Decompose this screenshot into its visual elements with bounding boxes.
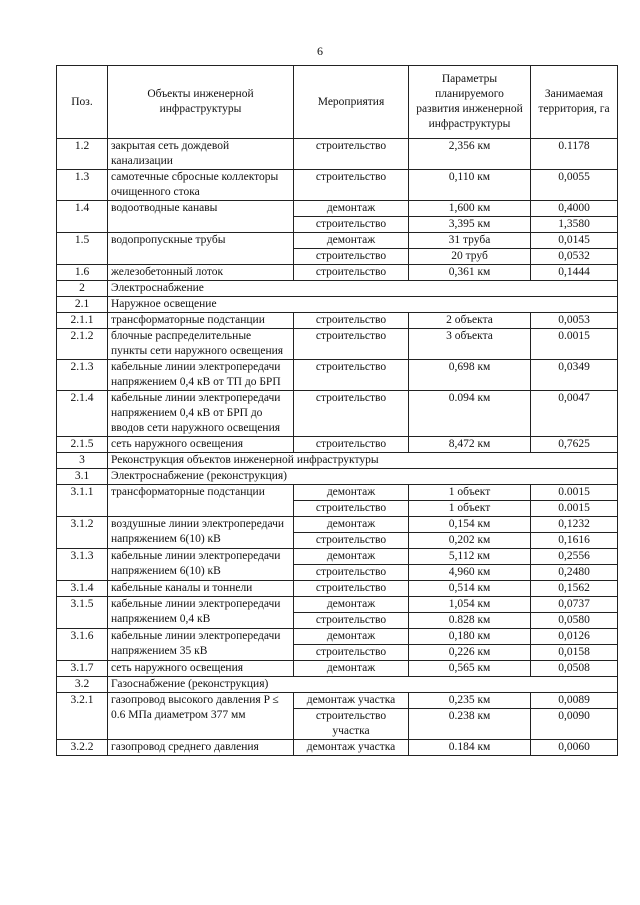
row-position: 1.5 (57, 233, 108, 265)
row-params: 0,110 км (409, 170, 531, 201)
row-params: 31 труба (409, 233, 531, 249)
row-action: строительство (294, 170, 409, 201)
section-row (57, 453, 618, 469)
row-params: 0,154 км (409, 517, 531, 533)
row-action: демонтаж (294, 233, 409, 249)
header-pos: Поз. (57, 66, 108, 139)
row-area: 0,2556 (531, 549, 618, 565)
row-object: кабельные каналы и тоннели (108, 581, 294, 597)
row-object: сеть наружного освещения (108, 661, 294, 677)
row-action: строительство (294, 391, 409, 437)
row-area: 0.1178 (531, 139, 618, 170)
row-area: 0,7625 (531, 437, 618, 453)
table-row (57, 485, 618, 501)
row-area: 0.0015 (531, 329, 618, 360)
row-position: 3.1 (57, 469, 108, 485)
row-params: 0,180 км (409, 629, 531, 645)
row-object: водопропускные трубы (108, 233, 294, 265)
row-position: 3.1.5 (57, 597, 108, 629)
row-area: 0.0015 (531, 485, 618, 501)
row-action: демонтаж (294, 629, 409, 645)
row-action: демонтаж (294, 201, 409, 217)
row-params: 0,565 км (409, 661, 531, 677)
row-action: строительство (294, 329, 409, 360)
section-title: Электроснабжение (реконструкция) (108, 469, 618, 485)
row-action: строительство (294, 501, 409, 517)
row-action: демонтаж (294, 517, 409, 533)
page-number: 6 (317, 44, 323, 58)
row-object: закрытая сеть дождевой канализации (108, 139, 294, 170)
row-params: 0,514 км (409, 581, 531, 597)
row-params: 0.184 км (409, 740, 531, 756)
row-area: 0,0126 (531, 629, 618, 645)
row-area: 0,1444 (531, 265, 618, 281)
row-position: 2.1.1 (57, 313, 108, 329)
row-area: 0,0580 (531, 613, 618, 629)
table-row (57, 597, 618, 613)
section-title: Электроснабжение (108, 281, 618, 297)
row-area: 0,0145 (531, 233, 618, 249)
row-action: демонтаж (294, 661, 409, 677)
row-area: 0,0047 (531, 391, 618, 437)
row-object: водоотводные канавы (108, 201, 294, 233)
row-action: демонтаж участка (294, 740, 409, 756)
header-params: Параметры планируемого развития инженерной инфраструктуры (409, 66, 531, 139)
section-row (57, 677, 618, 693)
row-object: кабельные линии электропередачи напряжением 6(10) кВ (108, 549, 294, 581)
row-area: 0,1616 (531, 533, 618, 549)
table-row (57, 139, 618, 170)
row-params: 20 труб (409, 249, 531, 265)
row-action: строительство (294, 265, 409, 281)
row-params: 0,235 км (409, 693, 531, 709)
row-params: 1 объект (409, 485, 531, 501)
row-position: 3 (57, 453, 108, 469)
row-area: 0,0349 (531, 360, 618, 391)
infrastructure-table (56, 65, 618, 756)
row-action: строительство (294, 533, 409, 549)
row-position: 2 (57, 281, 108, 297)
row-action: строительство (294, 613, 409, 629)
row-params: 0.094 км (409, 391, 531, 437)
row-params: 0.238 км (409, 709, 531, 740)
row-action: строительство (294, 581, 409, 597)
row-params: 1,600 км (409, 201, 531, 217)
row-params: 4,960 км (409, 565, 531, 581)
table-row (57, 313, 618, 329)
row-area: 0,0060 (531, 740, 618, 756)
row-action: строительство участка (294, 709, 409, 740)
row-object: воздушные линии электропередачи напряжением 6(10) кВ (108, 517, 294, 549)
section-title: Газоснабжение (реконструкция) (108, 677, 618, 693)
row-params: 0,361 км (409, 265, 531, 281)
row-action: строительство (294, 249, 409, 265)
row-area: 0,0055 (531, 170, 618, 201)
row-params: 0,202 км (409, 533, 531, 549)
table-row (57, 391, 618, 437)
row-action: строительство (294, 645, 409, 661)
header-object: Объекты инженерной инфраструктуры (108, 66, 294, 139)
row-params: 1,054 км (409, 597, 531, 613)
row-params: 1 объект (409, 501, 531, 517)
row-position: 3.1.7 (57, 661, 108, 677)
table-row (57, 629, 618, 645)
row-params: 5,112 км (409, 549, 531, 565)
row-area: 0,0737 (531, 597, 618, 613)
row-params: 0,698 км (409, 360, 531, 391)
row-action: строительство (294, 360, 409, 391)
table-row (57, 170, 618, 201)
row-params: 3 объекта (409, 329, 531, 360)
row-object: железобетонный лоток (108, 265, 294, 281)
row-object: трансформаторные подстанции (108, 313, 294, 329)
section-row (57, 281, 618, 297)
row-position: 2.1.2 (57, 329, 108, 360)
row-position: 1.4 (57, 201, 108, 233)
row-object: газопровод среднего давления (108, 740, 294, 756)
table-row (57, 201, 618, 217)
row-position: 2.1 (57, 297, 108, 313)
row-object: сеть наружного освещения (108, 437, 294, 453)
table-row (57, 437, 618, 453)
table-row (57, 549, 618, 565)
row-position: 2.1.5 (57, 437, 108, 453)
table-row (57, 740, 618, 756)
row-area: 0,2480 (531, 565, 618, 581)
section-title: Реконструкция объектов инженерной инфраструктуры (108, 453, 618, 469)
section-row (57, 469, 618, 485)
row-action: демонтаж (294, 485, 409, 501)
table-row (57, 329, 618, 360)
row-params: 8,472 км (409, 437, 531, 453)
section-title: Наружное освещение (108, 297, 618, 313)
row-action: демонтаж (294, 549, 409, 565)
row-position: 3.2.1 (57, 693, 108, 740)
row-object: кабельные линии электропередачи напряжением 35 кВ (108, 629, 294, 661)
row-area: 0,4000 (531, 201, 618, 217)
row-action: демонтаж участка (294, 693, 409, 709)
row-action: строительство (294, 565, 409, 581)
row-params: 3,395 км (409, 217, 531, 233)
row-position: 1.6 (57, 265, 108, 281)
row-params: 0,226 км (409, 645, 531, 661)
row-object: трансформаторные подстанции (108, 485, 294, 517)
row-position: 2.1.4 (57, 391, 108, 437)
table-body (57, 139, 618, 756)
row-position: 3.1.3 (57, 549, 108, 581)
row-position: 3.2 (57, 677, 108, 693)
row-position: 3.1.6 (57, 629, 108, 661)
section-row (57, 297, 618, 313)
row-area: 0,0508 (531, 661, 618, 677)
header-action: Мероприятия (294, 66, 409, 139)
row-area: 1,3580 (531, 217, 618, 233)
table-row (57, 360, 618, 391)
row-action: строительство (294, 139, 409, 170)
table-row (57, 265, 618, 281)
row-position: 3.1.1 (57, 485, 108, 517)
table-row (57, 233, 618, 249)
table-row (57, 581, 618, 597)
row-area: 0,0158 (531, 645, 618, 661)
row-area: 0.0015 (531, 501, 618, 517)
row-position: 2.1.3 (57, 360, 108, 391)
row-area: 0,0089 (531, 693, 618, 709)
row-object: кабельные линии электропередачи напряжением 0,4 кВ (108, 597, 294, 629)
row-position: 3.1.4 (57, 581, 108, 597)
row-position: 1.2 (57, 139, 108, 170)
row-area: 0,0053 (531, 313, 618, 329)
row-object: газопровод высокого давления P ≤ 0.6 МПа диаметром 377 мм (108, 693, 294, 740)
row-object: кабельные линии электропередачи напряжением 0,4 кВ от ТП до БРП (108, 360, 294, 391)
table-row (57, 517, 618, 533)
row-position: 3.1.2 (57, 517, 108, 549)
row-object: самотечные сбросные коллекторы очищенного стока (108, 170, 294, 201)
row-position: 3.2.2 (57, 740, 108, 756)
row-params: 0.828 км (409, 613, 531, 629)
row-action: демонтаж (294, 597, 409, 613)
row-area: 0,0090 (531, 709, 618, 740)
row-object: кабельные линии электропередачи напряжением 0,4 кВ от БРП до вводов сети наружного освещения (108, 391, 294, 437)
row-area: 0,1232 (531, 517, 618, 533)
row-object: блочные распределительные пункты сети наружного освещения (108, 329, 294, 360)
row-area: 0,0532 (531, 249, 618, 265)
row-position: 1.3 (57, 170, 108, 201)
row-params: 2,356 км (409, 139, 531, 170)
header-area: Занимаемая территория, га (531, 66, 618, 139)
row-action: строительство (294, 437, 409, 453)
row-params: 2 объекта (409, 313, 531, 329)
table-header-row (57, 66, 618, 139)
table-row (57, 661, 618, 677)
table-row (57, 693, 618, 709)
row-action: строительство (294, 313, 409, 329)
row-area: 0,1562 (531, 581, 618, 597)
row-action: строительство (294, 217, 409, 233)
